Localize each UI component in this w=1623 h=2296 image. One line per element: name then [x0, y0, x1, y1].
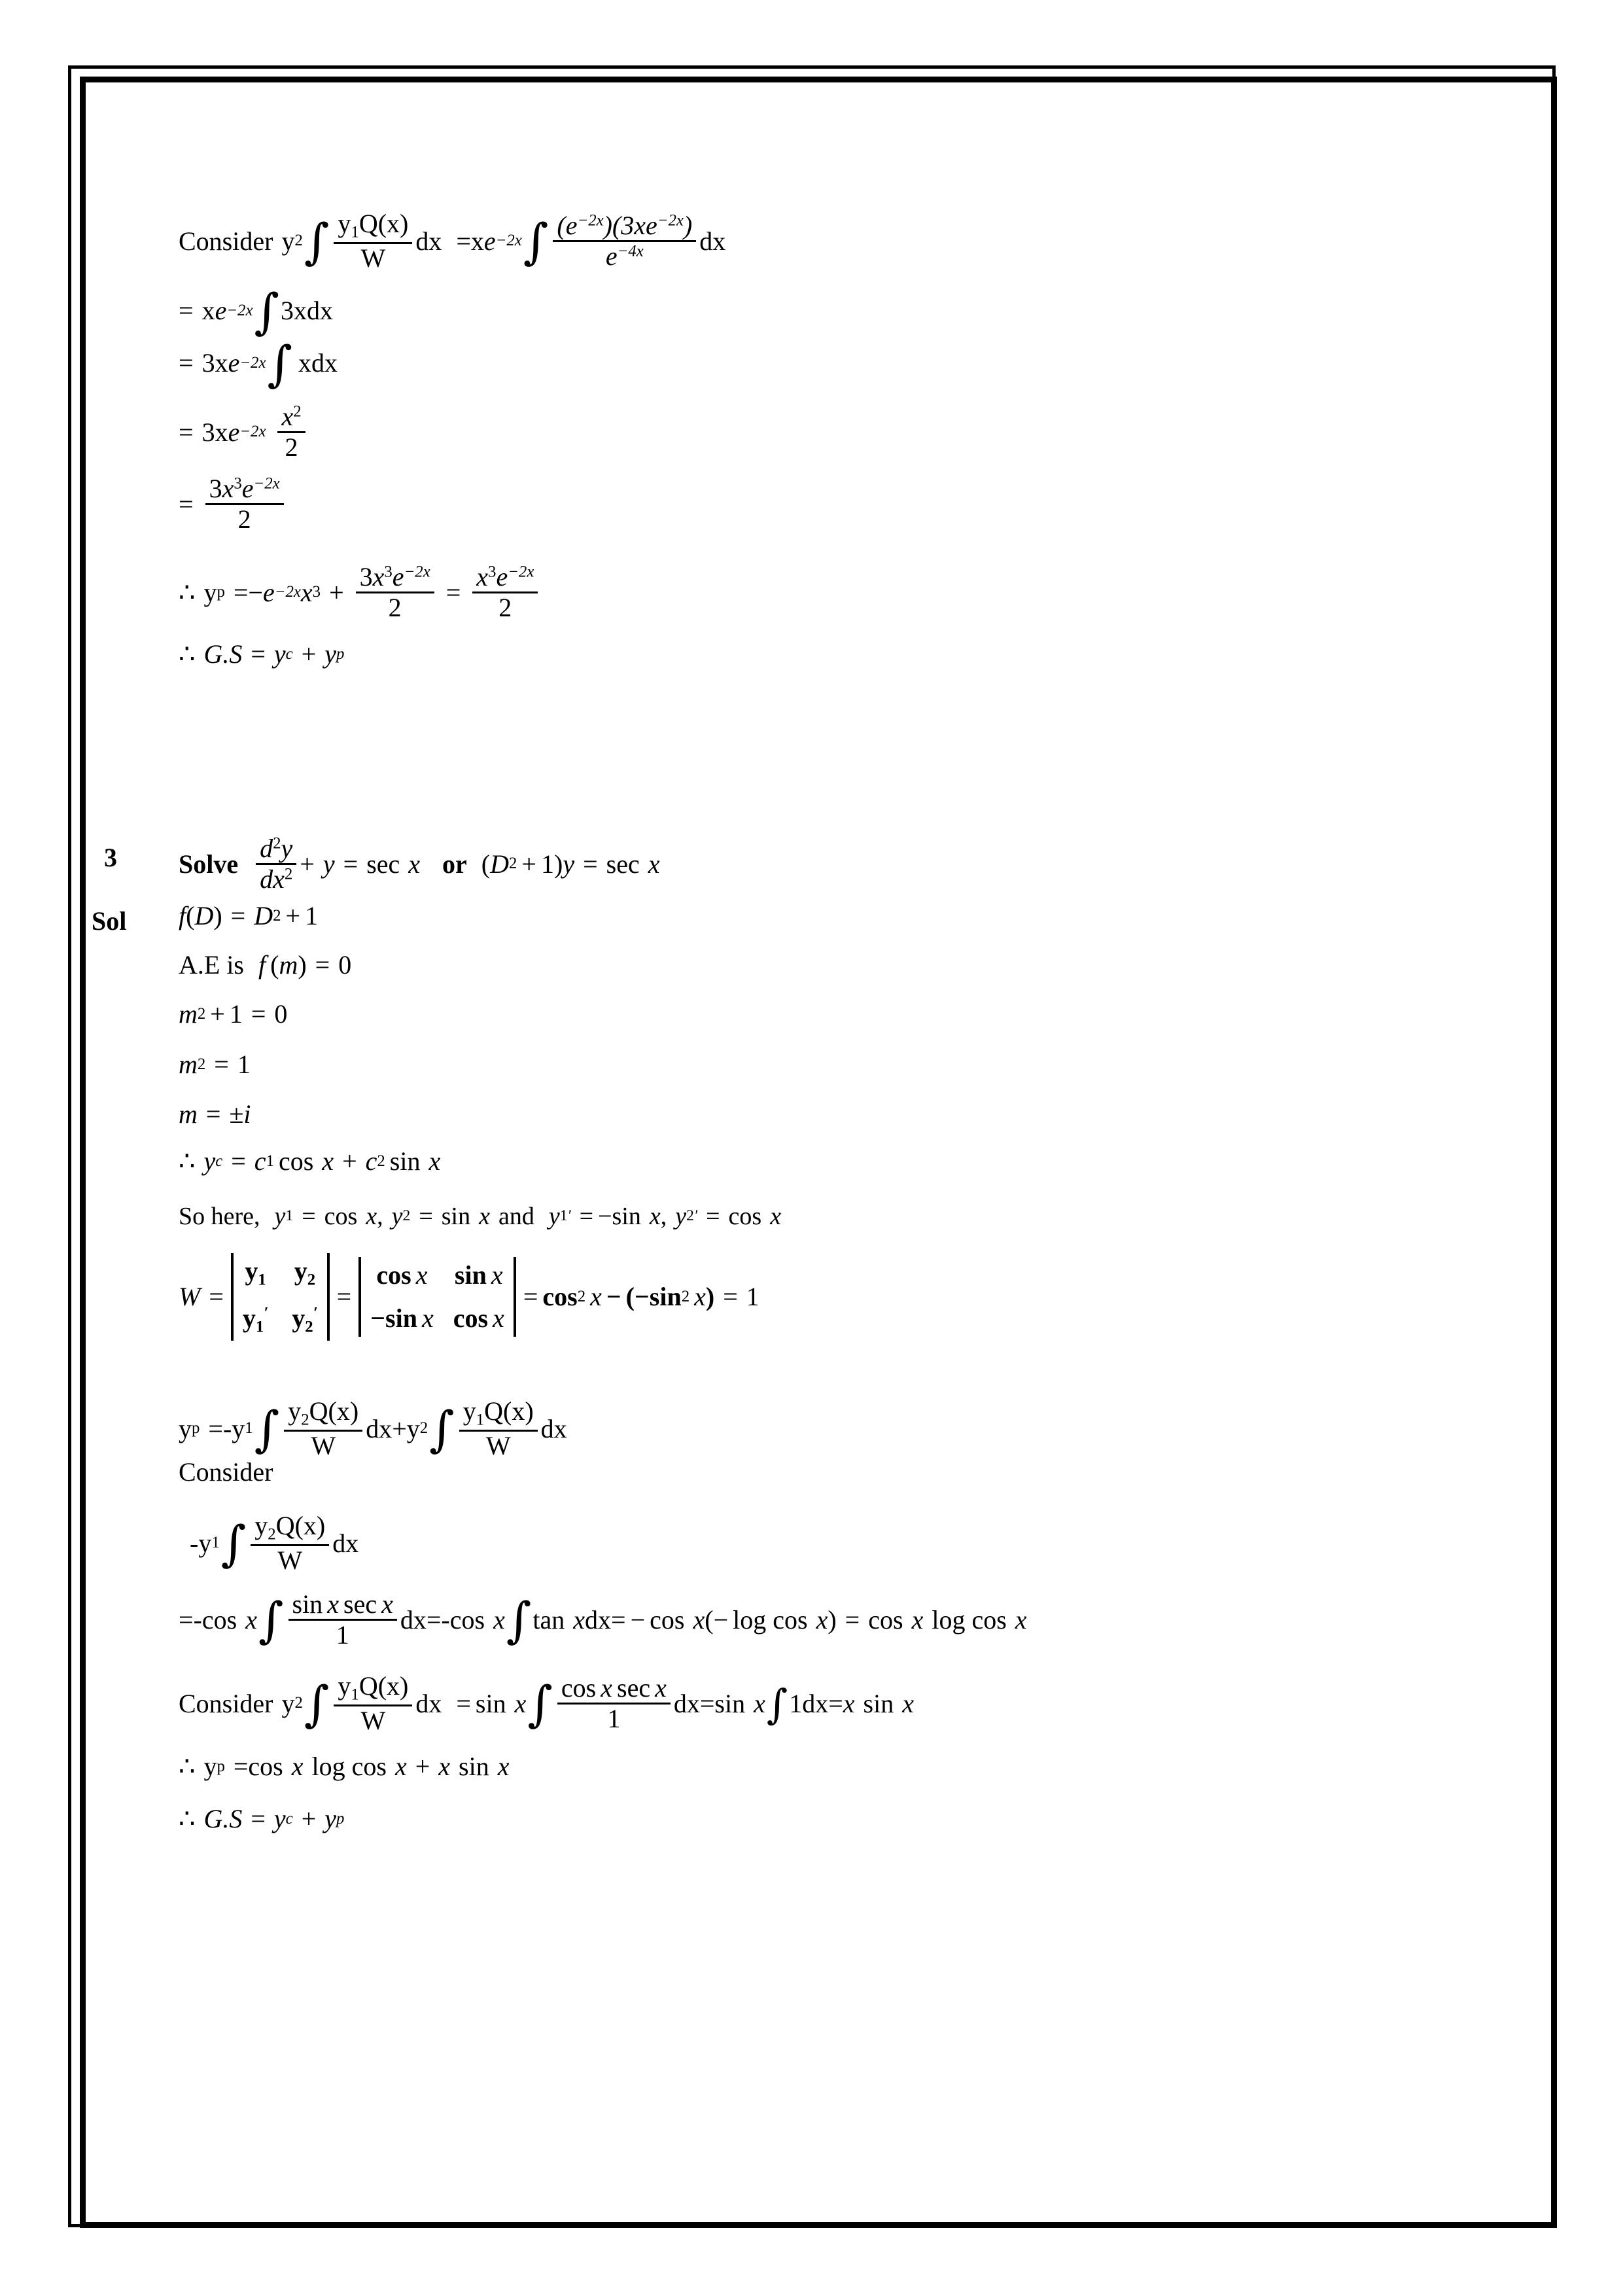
consider-word: Consider: [179, 1457, 273, 1487]
consider-word-line: [179, 1459, 273, 1485]
exponent-minus-4x: −4x: [617, 242, 644, 260]
math-line-yp-final: ∴ y p = cos x log cos x + x sin x: [179, 1752, 510, 1781]
paren-open: (: [557, 211, 566, 241]
x-token: x: [634, 211, 646, 241]
fraction-3x3e-over-2: $\frac{3x^3e^{-2x}}{2}$: [205, 474, 284, 534]
integral-icon: ∫: [766, 1680, 788, 1729]
math-line-consider-y2-integral: [179, 209, 725, 273]
paren-close: ): [683, 211, 693, 241]
fraction-3x3e-over-2: $\frac{3x^3e^{-2x}}{2}$: [356, 563, 434, 622]
e-token: e: [646, 211, 657, 241]
math-line-wronskian: W = $y_1$ $y_2$ $y_1'$ $y_2'$ = cos x sin x −sin x cos x = cos 2 x − ( − sin 2 x ) = 1: [179, 1253, 759, 1341]
fraction-x2-over-2: $\frac{x^2}{2}$: [277, 402, 305, 462]
fraction-d2y-over-dx2: $\frac{d^2y}{dx^2}$: [256, 834, 296, 894]
consider-word: Consider: [179, 226, 273, 256]
math-line-fD: f ( D ) = D 2 + 1: [179, 901, 319, 930]
math-line-yp-formula: y p = - y 1 ∫ $\frac{y_2Q(x)}{W}$ dx + y 2 ∫ $\frac{y_1Q(x)}{W}$ dx: [179, 1396, 567, 1461]
integral-icon: ∫: [304, 213, 330, 270]
math-line-step-3xe-x2-over-2: = 3x e −2x $\frac{x^2}{2}$: [179, 402, 309, 462]
math-line-consider-y2-sec: Consider y 2 ∫ $\frac{y_1Q(x)}{W}$ dx = sin x ∫ $\frac{\text{cos x sec x}}{1}$ dx = sin x ∫ 1dx = x sin x: [179, 1671, 914, 1736]
integral-icon: ∫: [254, 1401, 280, 1458]
or-word: or: [442, 849, 467, 879]
math-line-so-here: So here, y 1 = cos x , y 2 = sin x and y 1 ′ = − sin x , y 2 ′ = cos x: [179, 1203, 782, 1230]
determinant-y-matrix: $y_1$ $y_2$ $y_1'$ $y_2'$: [231, 1253, 330, 1341]
integral-icon: ∫: [527, 1676, 553, 1733]
math-line-yp-result: ∴ y p = − e −2x x 3 + $\frac{3x^3e^{-2x}}{2}$ = $\frac{x^3e^{-2x}}{2}$: [179, 563, 541, 622]
equals-sign: =: [456, 226, 471, 256]
y2-subscript: 2: [294, 232, 303, 250]
math-line-step-3xe-int-xdx: = 3x e −2x ∫ xdx: [179, 335, 338, 392]
fraction-y1Q-over-W: [334, 209, 412, 273]
exponent-minus-2x: −2x: [495, 232, 522, 250]
math-line-m2-equals-1: m 2 = 1: [179, 1050, 251, 1079]
exponent-minus-2x: −2x: [657, 211, 684, 230]
fraction-y2Q-over-W: $\frac{y_2Q(x)}{W}$: [284, 1397, 362, 1460]
fraction-y1Q-over-W: $\frac{y_1Q(x)}{W}$: [334, 1672, 412, 1735]
integral-icon: ∫: [220, 1515, 247, 1572]
math-line-step-3x3e-over-2: = $\frac{3x^3e^{-2x}}{2}$: [179, 474, 287, 534]
math-line-problem-statement: Solve $\frac{d^2y}{dx^2}$ + y = sec x or ( D 2 + 1) y = sec x: [179, 834, 660, 894]
e-token: e: [483, 226, 496, 256]
solve-word: Solve: [179, 849, 239, 879]
math-line-gs-result: ∴ G.S = y c + y p: [179, 639, 345, 669]
math-line-eval-cos: = - cos x ∫ $\frac{\text{sin x sec x}}{1}$ dx = - cos x ∫ tan x dx = − cos x ( − log cos x ) = cos x log cos x: [179, 1589, 1027, 1650]
fraction-sinxsecx-over-1: $\frac{\text{sin x sec x}}{1}$: [288, 1590, 397, 1650]
y1-symbol: y: [338, 209, 351, 238]
fraction-cosxsecx-over-1: $\frac{\text{cos x sec x}}{1}$: [557, 1674, 671, 1733]
integral-icon: ∫: [304, 1676, 330, 1733]
math-line-auxiliary-equation: A.E is f ( m ) = 0: [179, 950, 352, 980]
Q-of-x: Q(x): [358, 209, 409, 238]
integral-icon: ∫: [267, 335, 293, 392]
math-line-step-xe-int-3xdx: = x e −2x ∫ 3xdx: [179, 283, 334, 340]
W-symbol: W: [360, 243, 386, 274]
e-token: e: [605, 241, 618, 272]
integral-icon: ∫: [523, 213, 549, 270]
integral-icon: ∫: [429, 1401, 455, 1458]
y2-symbol: y: [281, 226, 295, 256]
fraction-exp-expression: [553, 211, 696, 271]
sol-label: Sol: [92, 906, 127, 936]
math-line-yc: ∴ y c = c 1 cos x + c 2 sin x: [179, 1146, 441, 1176]
math-line-gs-final: ∴ G.S = y c + y p: [179, 1804, 345, 1833]
e-token: e: [565, 211, 578, 241]
dx-token: dx: [699, 226, 726, 256]
page-content: [92, 88, 1545, 2216]
fraction-x3e-over-2: $\frac{x^3e^{-2x}}{2}$: [472, 563, 538, 622]
math-line-consider-neg-y1: - y 1 ∫ $\frac{y_2Q(x)}{W}$ dx: [190, 1511, 359, 1576]
integral-icon: ∫: [258, 1592, 284, 1649]
determinant-trig-matrix: cos x sin x −sin x cos x: [358, 1257, 516, 1337]
integral-icon: ∫: [506, 1592, 532, 1649]
x-token: x: [470, 226, 484, 256]
fraction-y1Q-over-W: $\frac{y_1Q(x)}{W}$: [459, 1397, 538, 1460]
integral-icon: ∫: [254, 283, 280, 340]
mid-paren-3: )(3: [603, 211, 635, 241]
consider-word: Consider: [179, 1688, 273, 1718]
problem-number-label: 3: [104, 843, 117, 872]
y1-subscript: 1: [351, 223, 359, 241]
math-line-m-equals-pm-i: m = ± i: [179, 1099, 251, 1129]
dx-token: dx: [415, 226, 442, 256]
fraction-y2Q-over-W: $\frac{y_2Q(x)}{W}$: [251, 1511, 329, 1575]
exponent-minus-2x: −2x: [577, 211, 604, 230]
math-line-m2-plus-1: m 2 + 1 = 0: [179, 999, 288, 1029]
